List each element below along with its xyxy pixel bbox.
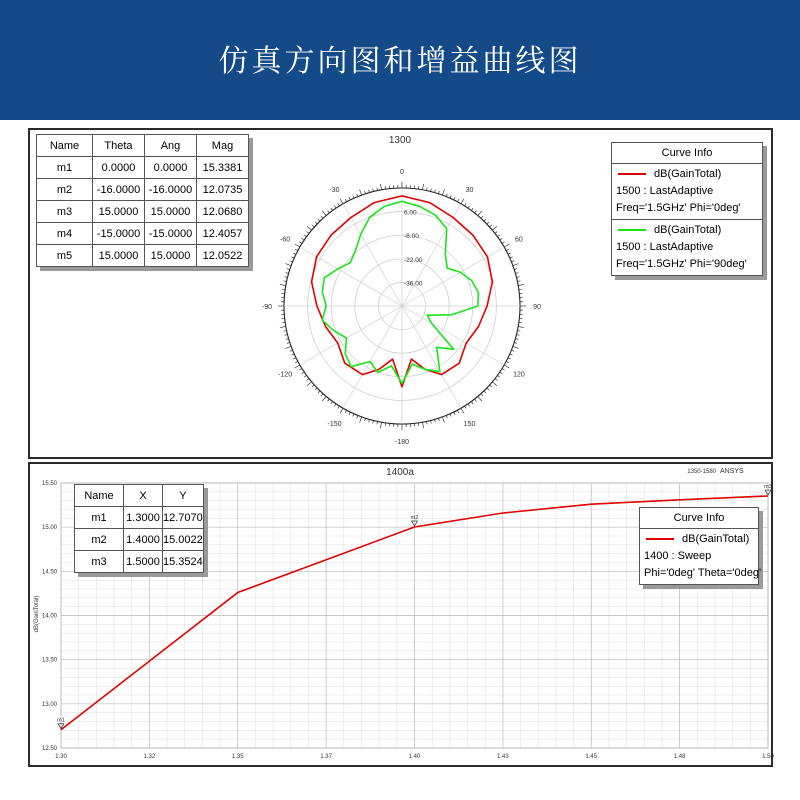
polar-tick: [500, 238, 502, 240]
polar-tick: [487, 222, 489, 224]
polar-tick: [492, 226, 497, 230]
polar-tick: [446, 415, 447, 418]
polar-tick: [506, 361, 509, 362]
polar-tick: [307, 382, 312, 386]
polar-tick: [369, 419, 370, 422]
polar-tick: [461, 408, 464, 413]
polar-tick: [465, 406, 467, 409]
polar-tick: [457, 410, 458, 413]
column-header: Name: [37, 135, 93, 157]
curve-info-entry-1: [612, 164, 762, 220]
y-tick-label: 12.50: [41, 746, 57, 752]
polar-tick: [422, 422, 423, 428]
column-header: Mag: [197, 135, 249, 157]
polar-tick: [495, 232, 497, 234]
polar-angle-label: 120: [513, 371, 525, 379]
gain-curve-info: [639, 507, 762, 585]
polar-tick: [497, 375, 499, 377]
polar-angle-label: 30: [465, 187, 474, 195]
polar-marker-header-row: [37, 135, 249, 157]
polar-tick: [373, 420, 374, 423]
polar-tick: [475, 399, 477, 401]
polar-angle-label: 0: [400, 169, 404, 176]
table-row: [75, 507, 204, 529]
polar-angle-label: 150: [463, 420, 476, 428]
polar-tick: [295, 249, 298, 250]
gain-chart-title: 1400a: [386, 467, 414, 478]
header-banner: [0, 0, 800, 120]
polar-tick: [446, 194, 447, 197]
table-row: [37, 245, 249, 267]
legend-series-name: dB(GainTotal): [682, 533, 750, 545]
table-cell: m1: [75, 507, 124, 529]
polar-tick: [334, 206, 336, 208]
table-cell: 15.3381: [197, 157, 249, 179]
polar-tick: [345, 199, 346, 202]
ansys-brand: ANSYS: [720, 468, 744, 475]
polar-spoke: [402, 204, 461, 306]
x-tick-label: 1.50: [762, 754, 774, 760]
polar-tick: [340, 408, 343, 413]
polar-tick: [502, 242, 505, 244]
polar-tick: [349, 412, 350, 415]
polar-tick: [291, 354, 294, 355]
legend-setup-text: 1400 : Sweep: [644, 550, 712, 562]
polar-tick: [508, 358, 511, 359]
polar-tick: [518, 326, 524, 327]
polar-tick: [450, 195, 451, 198]
table-cell: 1.4000: [124, 529, 163, 551]
polar-tick: [285, 335, 288, 336]
legend-variation-text: Freq='1.5GHz' Phi='90deg': [616, 258, 747, 270]
y-tick-label: 14.00: [41, 613, 57, 620]
polar-tick: [338, 203, 340, 206]
curve-info-title: Curve Info: [612, 143, 762, 164]
polar-tick: [465, 203, 467, 206]
curve-info-title: Curve Info: [640, 508, 758, 529]
x-tick-label: 1.35: [231, 754, 244, 760]
legend-variation-text: Phi='0deg' Theta='0deg': [644, 567, 762, 579]
table-cell: 12.7070: [163, 507, 204, 529]
gain-marker-table: [74, 484, 204, 573]
curve-info-entry: [640, 529, 762, 584]
polar-tick: [302, 238, 304, 240]
x-tick-label: 1.30: [55, 754, 67, 760]
legend-setup-text: 1500 : LastAdaptive: [616, 241, 714, 253]
polar-tick: [295, 361, 298, 362]
polar-tick: [287, 269, 290, 270]
polar-tick: [291, 257, 294, 258]
table-cell: 12.0680: [197, 201, 249, 223]
polar-tick: [304, 375, 306, 377]
polar-tick: [360, 189, 362, 195]
polar-tick: [471, 208, 473, 210]
polar-tick: [380, 422, 381, 428]
polar-r-label: 6.00: [404, 209, 417, 217]
y-tick-label: 15.00: [41, 525, 57, 532]
polar-tick: [457, 199, 458, 202]
polar-tick: [481, 216, 483, 218]
y-tick-label: 13.50: [41, 657, 57, 664]
polar-tick: [357, 194, 358, 197]
polar-spoke: [343, 306, 402, 408]
polar-tick: [322, 211, 326, 216]
polar-tick: [331, 208, 333, 210]
polar-tick: [321, 394, 323, 396]
polar-tick: [286, 339, 289, 340]
y-tick-label: 13.00: [41, 701, 57, 708]
x-tick-label: 1.45: [585, 754, 598, 760]
polar-r-label: -36.00: [404, 280, 423, 288]
polar-tick: [328, 211, 330, 213]
polar-tick: [510, 257, 513, 258]
polar-angle-label: -90: [261, 304, 273, 311]
polar-tick: [450, 414, 451, 417]
polar-tick: [365, 418, 366, 421]
polar-tick: [299, 242, 302, 244]
polar-tick: [312, 225, 314, 227]
polar-tick: [502, 369, 505, 371]
polar-tick: [302, 372, 304, 374]
table-cell: 15.0022: [163, 529, 204, 551]
column-header: Y: [163, 485, 204, 507]
table-cell: m2: [75, 529, 124, 551]
polar-angle-label: -150: [327, 420, 342, 428]
polar-spoke: [402, 306, 461, 408]
polar-angle-label: 60: [515, 236, 523, 244]
polar-angle-label: -120: [278, 371, 293, 379]
polar-tick: [334, 404, 336, 406]
polar-tick: [322, 396, 326, 401]
table-row: [75, 551, 204, 573]
table-cell: m4: [37, 223, 93, 245]
polar-tick: [318, 219, 320, 221]
column-header: Theta: [93, 135, 145, 157]
polar-tick: [353, 195, 354, 198]
polar-tick: [365, 191, 366, 194]
table-cell: -15.0000: [145, 223, 197, 245]
polar-tick: [510, 354, 513, 355]
y-axis-label: dB(GainTotal): [34, 595, 40, 633]
polar-tick: [490, 225, 492, 227]
polar-tick: [338, 406, 340, 409]
gain-marker-header-row: [75, 485, 204, 507]
table-cell: 0.0000: [93, 157, 145, 179]
polar-tick: [280, 326, 286, 327]
polar-tick: [508, 253, 511, 254]
polar-tick: [315, 222, 317, 224]
polar-tick: [487, 388, 489, 390]
table-row: [37, 201, 249, 223]
polar-tick: [506, 249, 509, 250]
table-cell: m1: [37, 157, 93, 179]
polar-tick: [515, 273, 518, 274]
table-cell: 0.0000: [145, 157, 197, 179]
table-cell: 12.0522: [197, 245, 249, 267]
polar-tick: [475, 211, 477, 213]
polar-tick: [511, 261, 514, 262]
x-tick-label: 1.40: [408, 754, 421, 760]
polar-tick: [478, 396, 482, 401]
gain-curve-panel: [28, 462, 773, 767]
polar-tick: [357, 415, 358, 418]
polar-tick: [471, 401, 473, 403]
polar-tick: [454, 197, 455, 200]
polar-tick: [513, 264, 519, 266]
polar-tick: [380, 184, 381, 190]
polar-chart-title: 1300: [388, 135, 412, 146]
polar-tick: [454, 412, 455, 415]
legend-variation-text: Freq='1.5GHz' Phi='0deg': [616, 202, 741, 214]
marker-label: m1: [57, 717, 65, 724]
table-cell: 15.3524: [163, 551, 204, 573]
table-cell: 12.0735: [197, 179, 249, 201]
legend-series-name: dB(GainTotal): [654, 224, 722, 236]
polar-tick: [438, 191, 439, 194]
polar-tick: [373, 189, 374, 192]
polar-tick: [504, 365, 509, 368]
table-row: [37, 157, 249, 179]
polar-tick: [331, 401, 333, 403]
polar-tick: [435, 419, 436, 422]
polar-tick: [286, 273, 289, 274]
polar-tick: [295, 244, 300, 247]
polar-tick: [422, 184, 423, 190]
polar-tick: [468, 404, 470, 406]
polar-tick: [369, 190, 370, 193]
table-cell: 15.0000: [145, 245, 197, 267]
polar-tick: [492, 382, 497, 386]
polar-tick: [431, 189, 432, 192]
polar-tick: [497, 235, 499, 237]
polar-tick: [516, 277, 519, 278]
polar-tick: [481, 394, 483, 396]
polar-angle-label: 90: [533, 304, 541, 311]
polar-tick: [293, 358, 296, 359]
polar-tick: [513, 346, 519, 348]
legend-swatch-red: [618, 173, 646, 175]
table-row: [37, 223, 249, 245]
marker-label: m3: [764, 484, 772, 491]
table-cell: m3: [37, 201, 93, 223]
polar-tick: [315, 388, 317, 390]
column-header: X: [124, 485, 163, 507]
polar-tick: [307, 226, 312, 230]
table-cell: -15.0000: [93, 223, 145, 245]
polar-tick: [461, 199, 464, 204]
table-row: [75, 529, 204, 551]
polar-tick: [484, 219, 486, 221]
table-cell: m5: [37, 245, 93, 267]
polar-tick: [431, 420, 432, 423]
x-tick-label: 1.32: [143, 754, 156, 760]
legend-series-name: dB(GainTotal): [654, 168, 722, 180]
y-tick-label: 14.50: [41, 569, 57, 576]
table-cell: -16.0000: [93, 179, 145, 201]
table-cell: m2: [37, 179, 93, 201]
table-cell: 12.4057: [197, 223, 249, 245]
polar-tick: [518, 284, 524, 285]
polar-tick: [515, 339, 518, 340]
legend-swatch-green: [618, 229, 646, 231]
table-cell: 1.5000: [124, 551, 163, 573]
polar-tick: [340, 199, 343, 204]
polar-tick: [360, 417, 362, 423]
x-tick-label: 1.43: [497, 754, 509, 760]
legend-setup-text: 1500 : LastAdaptive: [616, 185, 714, 197]
polar-tick: [478, 211, 482, 216]
polar-tick: [312, 385, 314, 387]
legend-swatch-red: [646, 538, 674, 540]
polar-tick: [516, 335, 519, 336]
polar-tick: [495, 379, 497, 381]
curve-info-entry-2: [612, 220, 762, 275]
polar-tick: [514, 342, 517, 343]
polar-tick: [438, 418, 439, 421]
polar-tick: [468, 206, 470, 208]
polar-curve-info: [611, 142, 763, 276]
polar-tick: [345, 410, 346, 413]
column-header: Name: [75, 485, 124, 507]
polar-tick: [304, 235, 306, 237]
polar-tick: [295, 365, 300, 368]
polar-spoke: [343, 204, 402, 306]
y-tick-label: 15.50: [41, 481, 57, 487]
polar-angle-label: -30: [329, 187, 340, 195]
marker-label: m2: [410, 514, 419, 521]
polar-tick: [442, 417, 444, 423]
polar-tick: [285, 346, 291, 348]
polar-tick: [353, 414, 354, 417]
page-title: 仿真方向图和增益曲线图: [218, 44, 582, 79]
polar-angle-label: -60: [280, 236, 291, 244]
polar-tick: [504, 244, 509, 247]
x-tick-label: 1.37: [320, 754, 332, 760]
polar-spoke: [300, 306, 402, 365]
table-cell: 15.0000: [93, 201, 145, 223]
polar-pattern-panel: [28, 128, 773, 459]
polar-tick: [511, 350, 514, 351]
polar-r-label: -8.00: [404, 233, 419, 241]
polar-angle-label: -180: [394, 439, 410, 446]
polar-tick: [321, 216, 323, 218]
polar-tick: [490, 385, 492, 387]
table-cell: 1.3000: [124, 507, 163, 529]
polar-tick: [442, 189, 444, 195]
table-cell: m3: [75, 551, 124, 573]
polar-tick: [299, 369, 302, 371]
polar-tick: [280, 284, 286, 285]
polar-tick: [293, 253, 296, 254]
polar-tick: [500, 372, 502, 374]
polar-series-phi90: [322, 201, 478, 383]
column-header: Ang: [145, 135, 197, 157]
polar-tick: [349, 197, 350, 200]
polar-tick: [285, 277, 288, 278]
polar-tick: [290, 350, 293, 351]
x-tick-label: 1.48: [673, 754, 686, 760]
table-cell: 15.0000: [93, 245, 145, 267]
polar-tick: [318, 391, 320, 393]
polar-tick: [484, 391, 486, 393]
polar-tick: [307, 232, 309, 234]
polar-tick: [307, 379, 309, 381]
table-row: [37, 179, 249, 201]
polar-tick: [285, 264, 291, 266]
table-cell: 15.0000: [145, 201, 197, 223]
polar-tick: [287, 342, 290, 343]
polar-tick: [435, 190, 436, 193]
gain-chart-corner-label: 1350-1580: [687, 469, 716, 475]
table-cell: -16.0000: [145, 179, 197, 201]
polar-tick: [514, 269, 517, 270]
polar-marker-table: [36, 134, 249, 267]
polar-tick: [328, 399, 330, 401]
polar-tick: [290, 261, 293, 262]
polar-r-label: -22.00: [404, 256, 423, 264]
